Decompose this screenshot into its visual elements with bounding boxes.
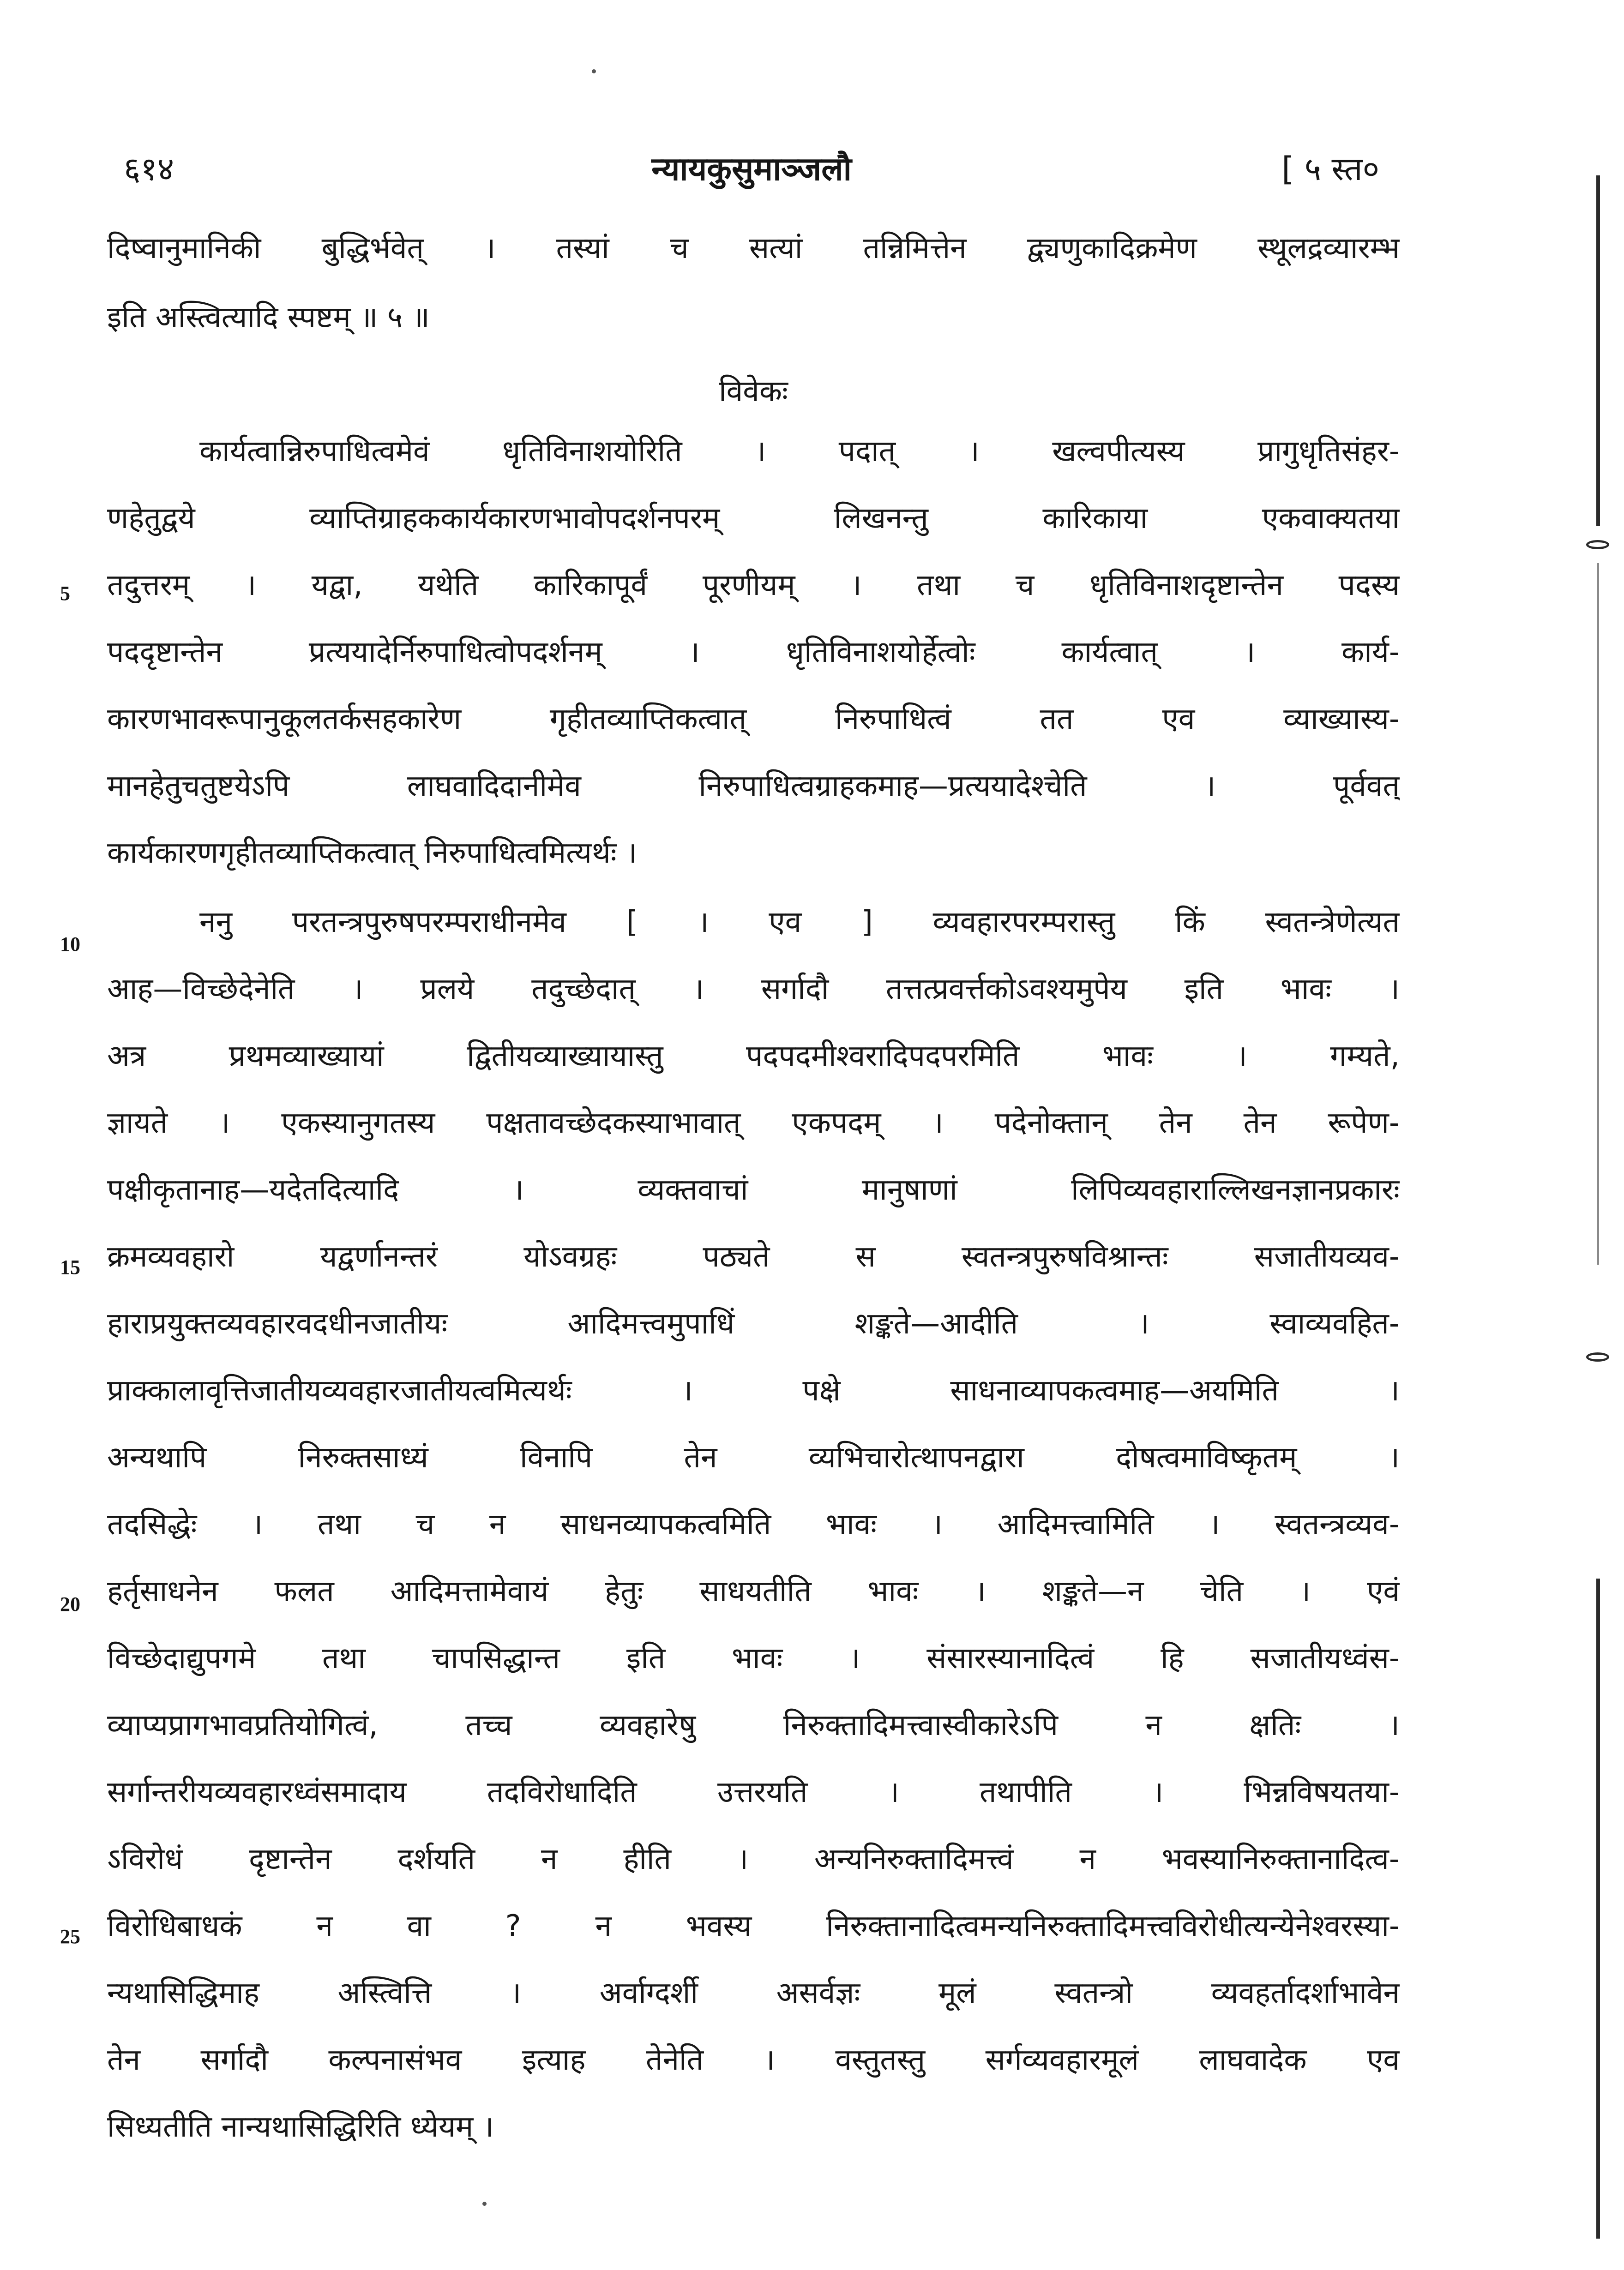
text-line: दिष्वानुमानिकी बुद्धिर्भवेत् । तस्यां च सत्यां तन्निमित्तेन द्व्यणुकादिक्रमेण स्थूलद्रव्यारम्भ	[107, 231, 1400, 265]
text-line: क्रमव्यवहारो यद्वर्णानन्तरं योऽवग्रहः पठ्यते स स्वतन्त्रपुरुषविश्रान्तः सजातीयव्यव-	[107, 1240, 1400, 1274]
text-line: तदसिद्धेः । तथा च न साधनव्यापकत्वमिति भावः । आदिमत्त्वामिति । स्वतन्त्रव्यव-	[107, 1507, 1400, 1542]
paper-speck	[592, 69, 596, 73]
page-header	[124, 145, 1379, 205]
text-line: इति अस्त्वित्यादि स्पष्टम् ॥ ५ ॥	[107, 300, 430, 335]
binding-margin-rule	[1597, 563, 1599, 1265]
running-title: न्यायकुसुमाञ्जलौ	[651, 150, 852, 188]
text-line: कारणभावरूपानुकूलतर्कसहकारेण गृहीतव्याप्तिकत्वात् निरुपाधित्वं तत एव व्याख्यास्य-	[107, 702, 1400, 736]
text-line: कार्यकारणगृहीतव्याप्तिकत्वात् निरुपाधित्वमित्यर्थः ।	[107, 836, 638, 870]
text-line: तेन सर्गादौ कल्पनासंभव इत्याह तेनेति । वस्तुतस्तु सर्गव्यवहारमूलं लाघवादेक एव	[107, 2043, 1400, 2077]
text-line: ऽविरोधं दृष्टान्तेन दर्शयति न हीति । अन्यनिरुक्तादिमत्त्वं न भवस्यानिरुक्तानादित्व-	[107, 1842, 1400, 1876]
text-line: व्याप्यप्रागभावप्रतियोगित्वं, तच्च व्यवहारेषु निरुक्तादिमत्त्वास्वीकारेऽपि न क्षतिः ।	[107, 1708, 1400, 1742]
line-number: 5	[60, 582, 70, 605]
section-heading: विवेकः	[719, 374, 788, 408]
section-marker: [ ५ स्त०	[1281, 150, 1379, 188]
text-line: न्यथासिद्धिमाह अस्त्वित्ति । अर्वाग्दर्शी असर्वज्ञः मूलं स्वतन्त्रो व्यवहर्तादर्शाभावेन	[107, 1976, 1400, 2010]
line-number: 20	[60, 1593, 80, 1615]
text-line: सर्गान्तरीयव्यवहारध्वंसमादाय तदविरोधादिति उत्तरयति । तथापीति । भिन्नविषयतया-	[107, 1775, 1400, 1809]
text-line: मानहेतुचतुष्टयेऽपि लाघवादिदानीमेव निरुपाधित्वग्राहकमाह—प्रत्ययादेश्चेति । पूर्ववत्	[107, 769, 1400, 803]
text-line: अत्र प्रथमव्याख्यायां द्वितीयव्याख्यायास्तु पदपदमीश्वरादिपदपरमिति भावः । गम्यते,	[107, 1039, 1400, 1073]
binding-margin-mark	[1586, 540, 1609, 549]
text-line: अन्यथापि निरुक्तसाध्यं विनापि तेन व्यभिचारोत्थापनद्वारा दोषत्वमाविष्कृतम् ।	[107, 1441, 1400, 1475]
binding-margin-mark	[1586, 1352, 1609, 1362]
binding-margin-rule	[1596, 1579, 1600, 2239]
line-number: 25	[60, 1925, 80, 1948]
text-line: ज्ञायते । एकस्यानुगतस्य पक्षतावच्छेदकस्याभावात् एकपदम् । पदेनोक्तान् तेन तेन रूपेण-	[107, 1106, 1400, 1140]
text-line: ननु परतन्त्रपुरुषपरम्पराधीनमेव [ । एव ] व्यवहारपरम्परास्तु किं स्वतन्त्रेणेत्यत	[199, 905, 1400, 939]
text-line: तदुत्तरम् । यद्वा, यथेति कारिकापूर्वं पूरणीयम् । तथा च धृतिविनाशदृष्टान्तेन पदस्य	[107, 568, 1400, 602]
text-line: सिध्यतीति नान्यथासिद्धिरिति ध्येयम् ।	[107, 2110, 494, 2144]
text-line: विच्छेदाद्युपगमे तथा चापसिद्धान्त इति भावः । संसारस्यानादित्वं हि सजातीयध्वंस-	[107, 1641, 1400, 1675]
binding-margin-rule	[1596, 175, 1600, 526]
text-line: पक्षीकृतानाह—यदेतदित्यादि । व्यक्तवाचां मानुषाणां लिपिव्यवहाराल्लिखनज्ञानप्रकारः	[107, 1173, 1400, 1207]
paper-speck	[482, 2202, 487, 2206]
text-line: प्राक्कालावृत्तिजातीयव्यवहारजातीयत्वमित्यर्थः । पक्षे साधनाव्यापकत्वमाह—अयमिति ।	[107, 1374, 1400, 1408]
line-number: 10	[60, 933, 80, 955]
text-line: विरोधिबाधकं न वा ? न भवस्य निरुक्तानादित्वमन्यनिरुक्तादिमत्त्वविरोधीत्यन्येनेश्वरस्या-	[107, 1909, 1400, 1943]
text-line: आह—विच्छेदेनेति । प्रलये तदुच्छेदात् । सर्गादौ तत्तत्प्रवर्त्तकोऽवश्यमुपेय इति भावः ।	[107, 972, 1400, 1006]
text-line: पददृष्टान्तेन प्रत्ययादेर्निरुपाधित्वोपदर्शनम् । धृतिविनाशयोर्हेत्वोः कार्यत्वात् । कार्य-	[107, 635, 1400, 669]
text-line: णहेतुद्वये व्याप्तिग्राहककार्यकारणभावोपदर्शनपरम् लिखनन्तु कारिकाया एकवाक्यतया	[107, 501, 1400, 535]
text-line: हाराप्रयुक्तव्यवहारवदधीनजातीयः आदिमत्त्वमुपाधिं शङ्कते—आदीति । स्वाव्यवहित-	[107, 1307, 1400, 1341]
text-line: कार्यत्वान्निरुपाधित्वमेवं धृतिविनाशयोरिति । पदात् । खल्वपीत्यस्य प्रागुधृतिसंहर-	[199, 434, 1400, 468]
text-line: हर्तृसाधनेन फलत आदिमत्तामेवायं हेतुः साधयतीति भावः । शङ्कते—न चेति । एवं	[107, 1574, 1400, 1609]
line-number: 15	[60, 1256, 80, 1279]
page-number: ६१४	[124, 150, 174, 188]
